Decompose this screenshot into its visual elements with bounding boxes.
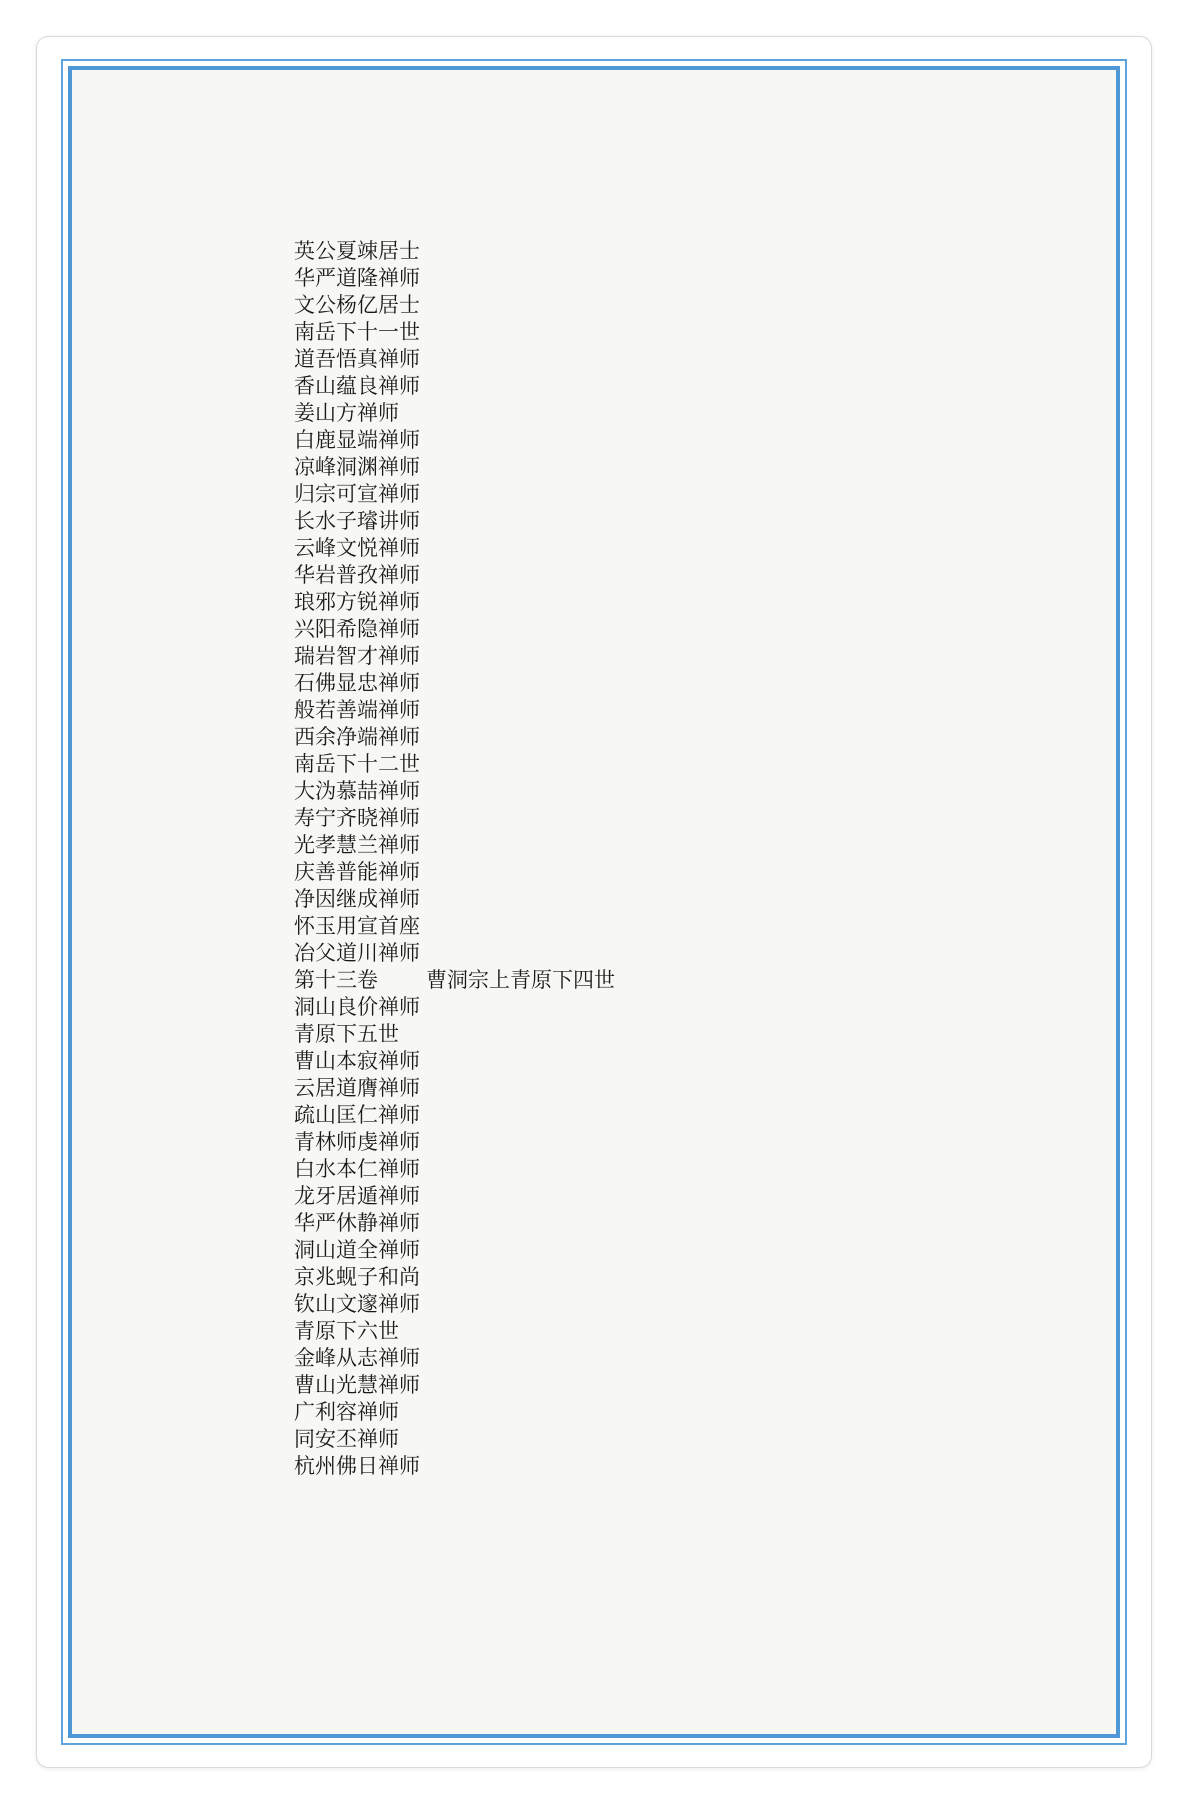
line-text: 曹山本寂禅师 xyxy=(294,1049,420,1073)
line-text: 长水子璿讲师 xyxy=(294,509,420,533)
text-line xyxy=(294,940,994,967)
line-text: 英公夏竦居士 xyxy=(294,239,420,263)
line-text: 洞山良价禅师 xyxy=(294,995,420,1019)
line-text: 庆善普能禅师 xyxy=(294,860,420,884)
line-text: 云居道膺禅师 xyxy=(294,1076,420,1100)
text-line xyxy=(294,454,994,481)
line-text: 广利容禅师 xyxy=(294,1400,399,1424)
text-line xyxy=(294,346,994,373)
text-line xyxy=(294,1426,994,1453)
line-text: 兴阳希隐禅师 xyxy=(294,617,420,641)
document-text xyxy=(294,238,994,1480)
line-text: 青林师虔禅师 xyxy=(294,1130,420,1154)
text-line xyxy=(294,427,994,454)
text-line xyxy=(294,967,994,994)
line-text: 曹山光慧禅师 xyxy=(294,1373,420,1397)
text-line xyxy=(294,1291,994,1318)
line-text: 疏山匡仁禅师 xyxy=(294,1103,420,1127)
line-text: 道吾悟真禅师 xyxy=(294,347,420,371)
text-line xyxy=(294,724,994,751)
line-text: 冶父道川禅师 xyxy=(294,941,420,965)
line-text: 光孝慧兰禅师 xyxy=(294,833,420,857)
text-line xyxy=(294,1129,994,1156)
line-text: 华岩普孜禅师 xyxy=(294,563,420,587)
line-text: 凉峰洞渊禅师 xyxy=(294,455,420,479)
text-line xyxy=(294,589,994,616)
line-text: 白水本仁禅师 xyxy=(294,1157,420,1181)
text-line xyxy=(294,1183,994,1210)
line-text: 龙牙居遁禅师 xyxy=(294,1184,420,1208)
text-line xyxy=(294,886,994,913)
line-text: 白鹿显端禅师 xyxy=(294,428,420,452)
line-text: 杭州佛日禅师 xyxy=(294,1454,420,1478)
line-text: 文公杨亿居士 xyxy=(294,293,420,317)
text-line xyxy=(294,1372,994,1399)
line-text: 净因继成禅师 xyxy=(294,887,420,911)
text-line xyxy=(294,859,994,886)
text-line xyxy=(294,1210,994,1237)
text-line xyxy=(294,1264,994,1291)
text-line xyxy=(294,1156,994,1183)
text-line xyxy=(294,1318,994,1345)
line-text: 南岳下十二世 xyxy=(294,752,420,776)
text-line xyxy=(294,1237,994,1264)
line-text: 寿宁齐晓禅师 xyxy=(294,806,420,830)
text-line xyxy=(294,1048,994,1075)
line-text: 钦山文邃禅师 xyxy=(294,1292,420,1316)
text-line xyxy=(294,913,994,940)
text-line xyxy=(294,832,994,859)
line-text: 青原下五世 xyxy=(294,1022,399,1046)
line-text: 大沩慕喆禅师 xyxy=(294,779,420,803)
line-text: 石佛显忠禅师 xyxy=(294,671,420,695)
text-line xyxy=(294,751,994,778)
page-border-outer xyxy=(61,59,1127,1745)
text-line xyxy=(294,778,994,805)
line-text: 瑞岩智才禅师 xyxy=(294,644,420,668)
text-line xyxy=(294,805,994,832)
text-line xyxy=(294,1453,994,1480)
text-line xyxy=(294,1345,994,1372)
line-text: 华严休静禅师 xyxy=(294,1211,420,1235)
text-line xyxy=(294,1075,994,1102)
text-line xyxy=(294,373,994,400)
line-text: 琅邪方锐禅师 xyxy=(294,590,420,614)
text-line xyxy=(294,508,994,535)
line-text: 京兆蚬子和尚 xyxy=(294,1265,420,1289)
text-line xyxy=(294,643,994,670)
line-text: 南岳下十一世 xyxy=(294,320,420,344)
text-line xyxy=(294,535,994,562)
line-text: 第十三卷 xyxy=(294,968,378,992)
line-text: 云峰文悦禅师 xyxy=(294,536,420,560)
text-line xyxy=(294,319,994,346)
text-line xyxy=(294,670,994,697)
text-line xyxy=(294,400,994,427)
line-text: 香山蕴良禅师 xyxy=(294,374,420,398)
document-card xyxy=(36,36,1152,1768)
line-text: 洞山道全禅师 xyxy=(294,1238,420,1262)
text-line xyxy=(294,1399,994,1426)
line-text: 青原下六世 xyxy=(294,1319,399,1343)
text-line xyxy=(294,994,994,1021)
line-text: 西余净端禅师 xyxy=(294,725,420,749)
text-line xyxy=(294,238,994,265)
line-text: 金峰从志禅师 xyxy=(294,1346,420,1370)
line-text: 怀玉用宣首座 xyxy=(294,914,420,938)
text-line xyxy=(294,562,994,589)
line-subheading: 曹洞宗上青原下四世 xyxy=(426,968,615,992)
line-text: 般若善端禅师 xyxy=(294,698,420,722)
line-text: 同安丕禅师 xyxy=(294,1427,399,1451)
text-line xyxy=(294,265,994,292)
text-line xyxy=(294,1021,994,1048)
line-text: 华严道隆禅师 xyxy=(294,266,420,290)
page-border-inner xyxy=(68,66,1120,1738)
line-text: 姜山方禅师 xyxy=(294,401,399,425)
text-line xyxy=(294,481,994,508)
text-line xyxy=(294,697,994,724)
text-line xyxy=(294,616,994,643)
text-line xyxy=(294,292,994,319)
text-line xyxy=(294,1102,994,1129)
line-text: 归宗可宣禅师 xyxy=(294,482,420,506)
